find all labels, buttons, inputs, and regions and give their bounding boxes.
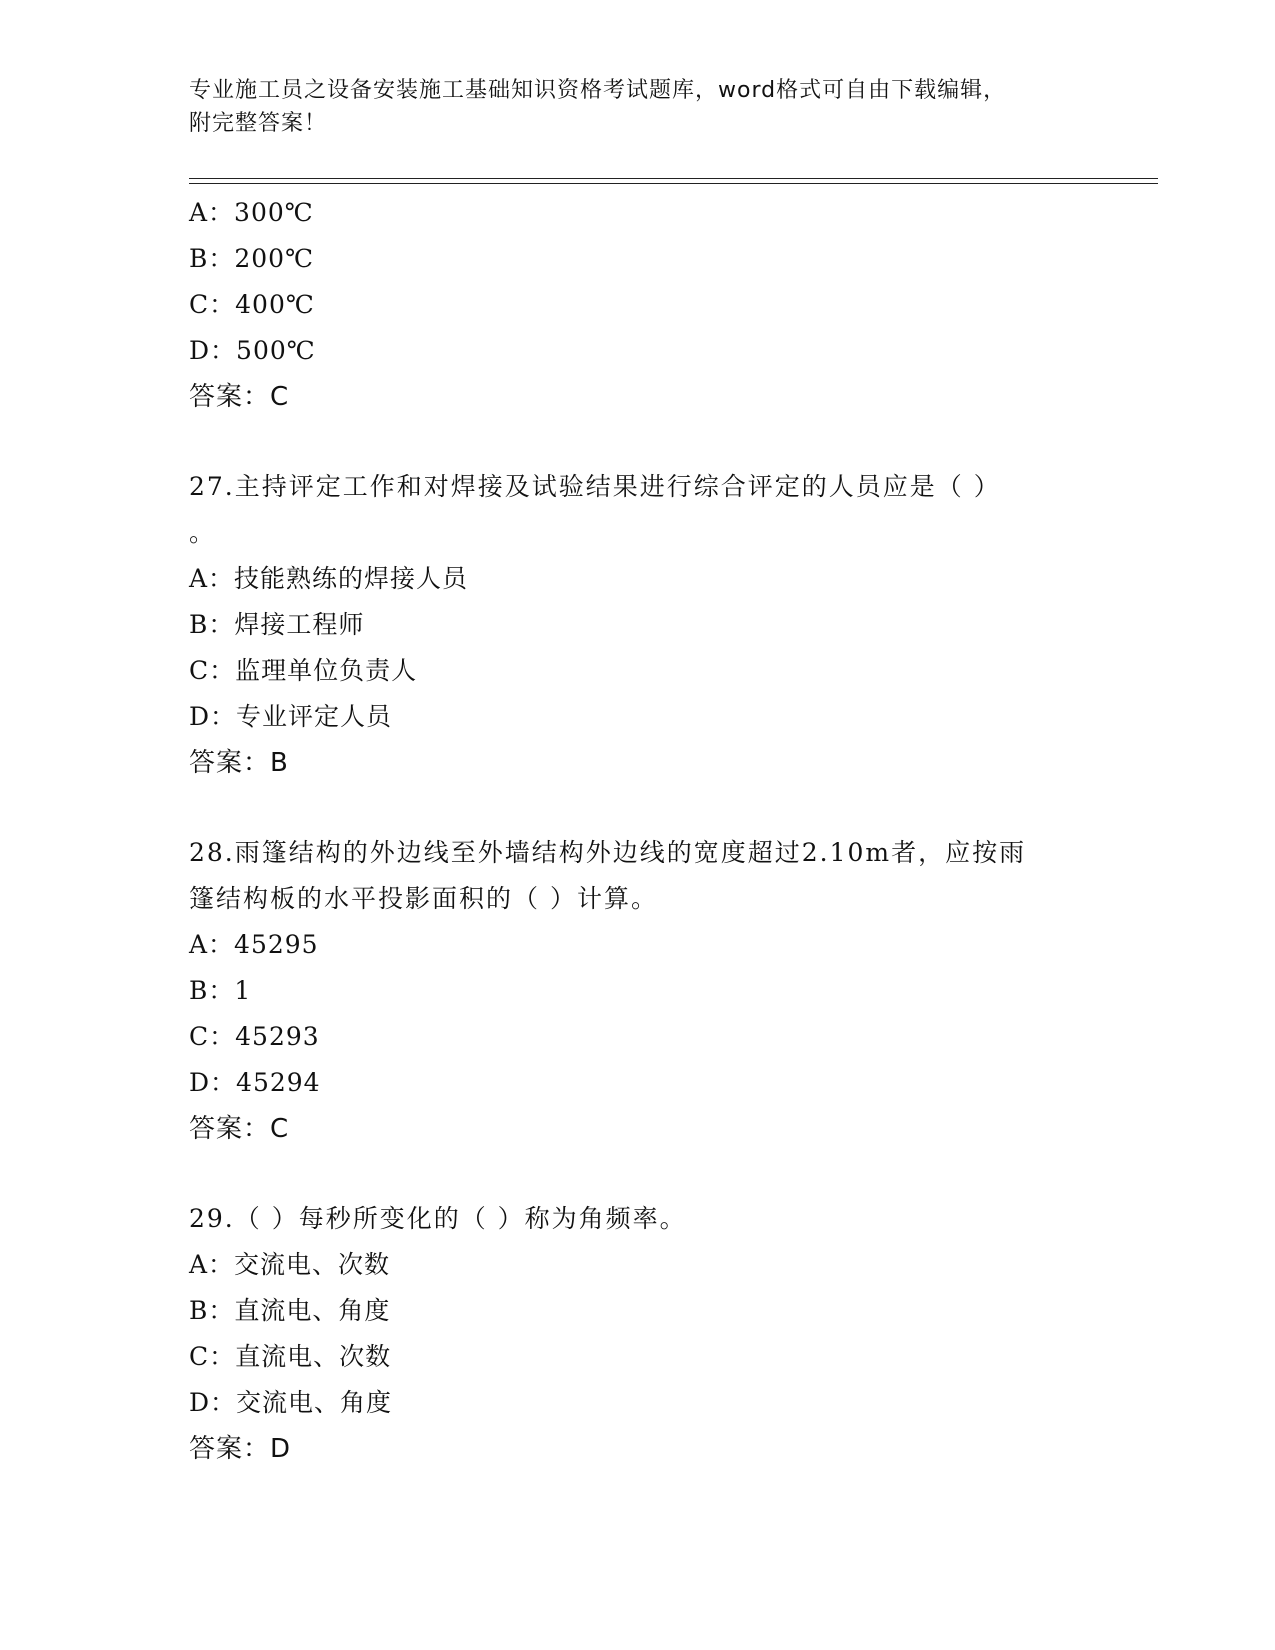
option-c: C：监理单位负责人	[189, 656, 418, 685]
option-a: A：交流电、次数	[189, 1250, 391, 1279]
option-b: B：1	[189, 976, 252, 1005]
option-b: B：200℃	[189, 244, 315, 273]
option-b: B：焊接工程师	[189, 610, 365, 639]
option-d: D：45294	[189, 1068, 321, 1097]
question-stem	[189, 464, 1109, 556]
header-line-1: 专业施工员之设备安装施工基础知识资格考试题库，word格式可自由下载编辑，	[189, 78, 1007, 103]
answer: 答案：C	[189, 382, 290, 412]
document-header	[189, 74, 1069, 140]
option-a: A：技能熟练的焊接人员	[189, 564, 469, 593]
question-stem	[189, 830, 1109, 922]
stem-line-2: 篷结构板的水平投影面积的（ ）计算。	[189, 884, 658, 913]
stem-line-1: 27.主持评定工作和对焊接及试验结果进行综合评定的人员应是（ ）	[189, 472, 1001, 501]
header-divider-bottom	[189, 183, 1158, 184]
question-stem	[189, 1196, 1109, 1242]
answer: 答案：B	[189, 748, 289, 778]
header-divider-top	[189, 178, 1158, 179]
option-a: A：45295	[189, 930, 319, 959]
option-b: B：直流电、角度	[189, 1296, 391, 1325]
stem-line-1: 29.（ ）每秒所变化的（ ）称为角频率。	[189, 1204, 687, 1233]
option-c: C：45293	[189, 1022, 320, 1051]
option-d: D：交流电、角度	[189, 1388, 393, 1417]
option-d: D：500℃	[189, 336, 316, 365]
question-27	[189, 464, 1149, 786]
option-c: C：400℃	[189, 290, 315, 319]
question-26	[189, 190, 1149, 420]
header-line-2: 附完整答案！	[189, 111, 328, 136]
answer: 答案：D	[189, 1434, 292, 1464]
question-29	[189, 1196, 1149, 1472]
stem-line-1: 28.雨篷结构的外边线至外墙结构外边线的宽度超过2.10m者，应按雨	[189, 838, 1027, 867]
question-list	[189, 190, 1149, 1472]
option-c: C：直流电、次数	[189, 1342, 392, 1371]
option-d: D：专业评定人员	[189, 702, 393, 731]
option-a: A：300℃	[189, 198, 314, 227]
stem-line-2: 。	[189, 518, 217, 547]
question-28	[189, 830, 1149, 1152]
answer: 答案：C	[189, 1114, 290, 1144]
